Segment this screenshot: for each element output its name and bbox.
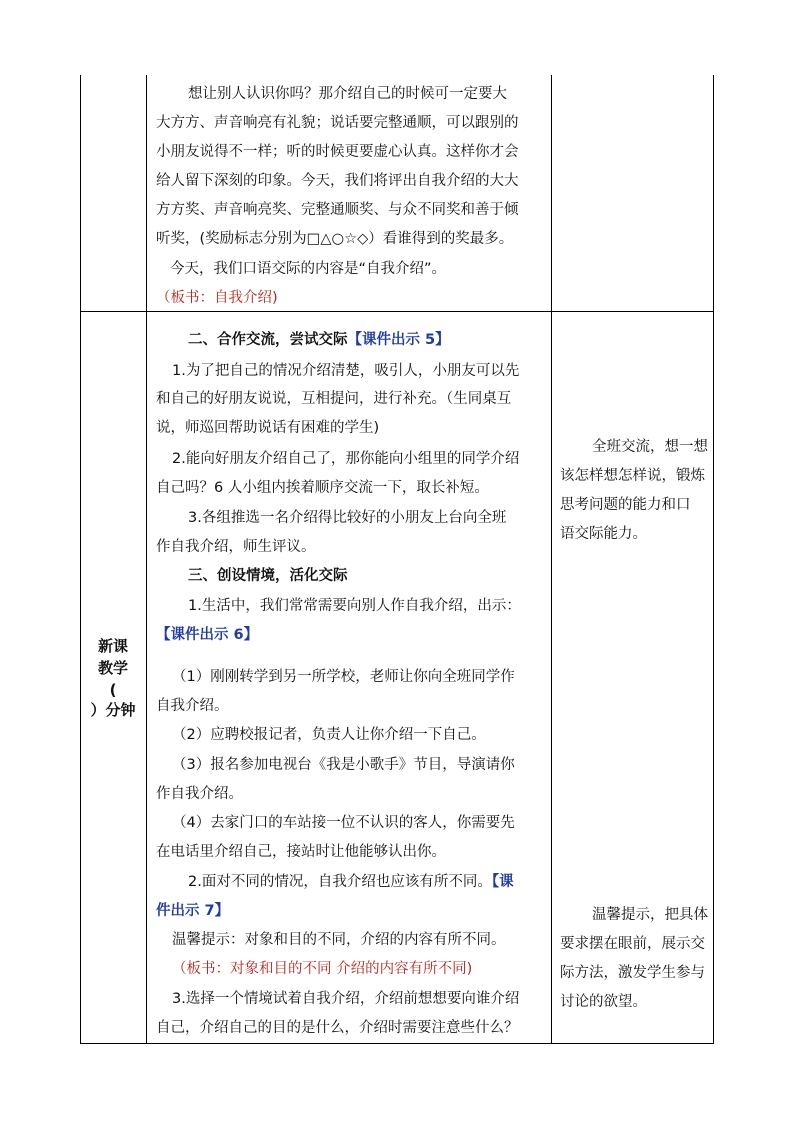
intro-line-1: 想让别人认识你吗？那介绍自己的时候可一定要大 (188, 86, 507, 102)
p1-line-3: 说，师巡回帮助说话有困难的学生) (156, 420, 380, 436)
note-1-line-1: 全班交流，想一想 (592, 439, 708, 455)
column-divider-1 (146, 75, 147, 1044)
note-1-line-2: 该怎样想怎样说，锻炼 (560, 468, 705, 484)
section-3-title: 三、创设情境，活化交际 (188, 568, 348, 584)
p4-line: 1.生活中，我们常常需要向别人作自我介绍，出示： (188, 598, 521, 614)
p3-line-2: 作自我介绍，师生评议。 (156, 539, 316, 555)
courseware-tag-7-start: 【课 (491, 874, 514, 890)
lesson-table (80, 75, 714, 1044)
intro-line-5: 方方奖、声音响亮奖、完整通顺奖、与众不同奖和善于倾 (156, 202, 519, 218)
table-border-right (713, 75, 714, 1044)
intro-line-4: 给人留下深刻的印象。今天，我们将评出自我介绍的大大 (156, 173, 519, 189)
board-note-2: （板书：对象和目的不同 介绍的内容有所不同) (172, 961, 473, 977)
courseware-tag-5: 【课件出示 5】 (347, 332, 450, 348)
section-2-heading (188, 330, 450, 350)
row-divider (80, 311, 714, 312)
scenario-4-line-2: 在电话里介绍自己，接站时让他能够认出你。 (156, 844, 446, 860)
section-2-title: 二、合作交流，尝试交际 (188, 332, 348, 348)
table-border-bottom (80, 1043, 714, 1044)
p6-line-2: 自己，介绍自己的目的是什么，介绍时需要注意些什么？ (156, 1020, 519, 1036)
p5-line-1 (188, 872, 514, 892)
note-1-line-4: 语交际能力。 (560, 526, 647, 542)
p1-line-1: 1.为了把自己的情况介绍清楚，吸引人，小朋友可以先 (172, 363, 520, 379)
note-2-line-2: 要求摆在眼前，展示交 (560, 936, 705, 952)
courseware-tag-7-end: 件出示 7】 (156, 903, 230, 919)
table-border-left (80, 75, 81, 1044)
intro-line-7: 今天，我们口语交际的内容是“自我介绍”。 (170, 261, 447, 277)
p5-text: 2.面对不同的情况，自我介绍也应该有所不同。 (188, 874, 492, 890)
p2-line-1: 2.能向好朋友介绍自己了，那你能向小组里的同学介绍 (172, 451, 520, 467)
p6-line-1: 3.选择一个情境试着自我介绍，介绍前想想要向谁介绍 (172, 991, 520, 1007)
p1-line-2: 和自己的好朋友说说，互相提问，进行补充。（生同桌互 (156, 391, 512, 407)
p3-line-1: 3.各组推选一名介绍得比较好的小朋友上台向全班 (188, 510, 507, 526)
scenario-2-line: （2）应聘校报记者，负责人让你介绍一下自己。 (172, 727, 486, 743)
note-1-line-3: 思考问题的能力和口 (560, 497, 691, 513)
column-divider-2 (551, 75, 552, 1044)
scenario-3-line-2: 作自我介绍。 (156, 786, 243, 802)
note-2-line-3: 际方法，激发学生参与 (560, 965, 705, 981)
tip-line: 温馨提示：对象和目的不同，介绍的内容有所不同。 (172, 932, 506, 948)
scenario-1-line-2: 自我介绍。 (156, 698, 229, 714)
scenario-4-line-1: （4）去家门口的车站接一位不认识的客人，你需要先 (172, 815, 515, 831)
section-label-4: ）分钟 (90, 701, 136, 719)
note-2-line-4: 讨论的欲望。 (560, 994, 647, 1010)
intro-line-6: 听奖，(奖励标志分别为□△○☆◇）看谁得到的奖最多。 (156, 231, 514, 247)
scenario-3-line-1: （3）报名参加电视台《我是小歌手》节目，导演请你 (172, 757, 515, 773)
note-2-line-1: 温馨提示，把具体 (592, 907, 708, 923)
section-label-2: 教学 (97, 659, 128, 677)
courseware-tag-6: 【课件出示 6】 (156, 627, 259, 643)
scenario-1-line-1: （1）刚刚转学到另一所学校，老师让你向全班同学作 (172, 669, 515, 685)
intro-line-3: 小朋友说得不一样；听的时候更要虚心认真。这样你才会 (156, 144, 519, 160)
board-note-1: （板书：自我介绍) (156, 290, 278, 306)
p2-line-2: 自己吗？6 人小组内挨着顺序交流一下，取长补短。 (156, 480, 489, 496)
intro-line-2: 大方方、声音响亮有礼貌；说话要完整通顺，可以跟别的 (156, 115, 519, 131)
section-label-3: ( (109, 681, 117, 699)
section-label-1: 新课 (97, 637, 128, 655)
